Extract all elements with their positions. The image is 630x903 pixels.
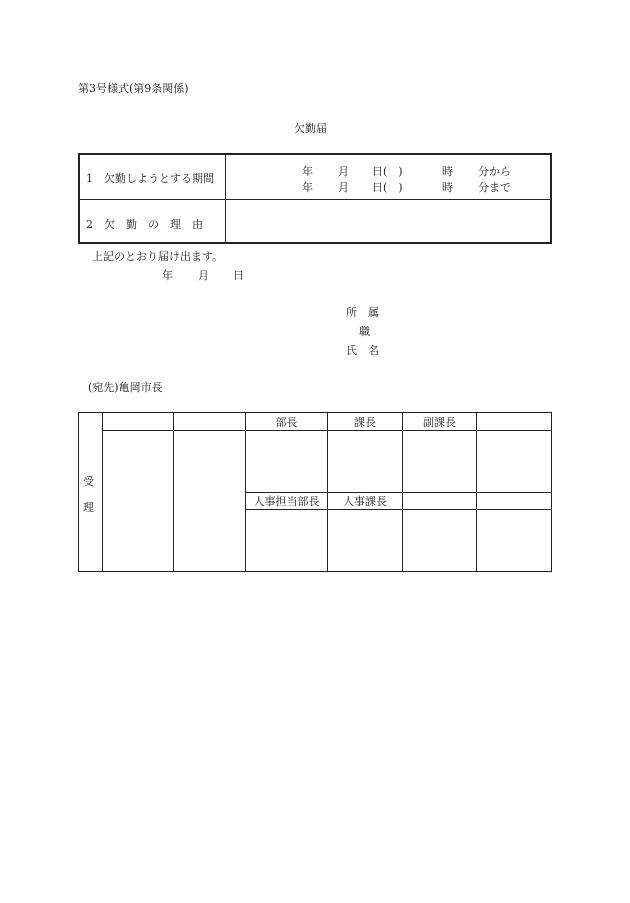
date-month[interactable]: 月 — [198, 269, 209, 282]
from-year[interactable]: 年 — [302, 165, 313, 178]
table-divider — [80, 199, 550, 200]
stamp-area-director[interactable] — [246, 431, 327, 492]
from-hour[interactable]: 時 — [442, 165, 453, 178]
approval-header — [477, 413, 551, 430]
stamp-area[interactable] — [477, 510, 551, 571]
leave-request-table — [78, 153, 552, 244]
stamp-area[interactable] — [103, 431, 173, 571]
to-minute[interactable]: 分まで — [478, 181, 511, 194]
position-label: 職 — [359, 325, 370, 338]
from-day[interactable]: 日( ) — [372, 165, 403, 178]
to-year[interactable]: 年 — [302, 181, 313, 194]
stamp-area-deputy-chief[interactable] — [403, 431, 476, 492]
stamp-area[interactable] — [403, 510, 476, 571]
stamp-area-hr-chief[interactable] — [328, 510, 402, 571]
table-divider — [225, 155, 226, 242]
receipt-label-1: 受 — [83, 475, 94, 488]
stamp-area-hr-director[interactable] — [246, 510, 327, 571]
approval-header — [174, 413, 245, 430]
date-day[interactable]: 日 — [233, 269, 244, 282]
approval-header-deputy-chief: 副課長 — [423, 415, 456, 429]
to-hour[interactable]: 時 — [442, 181, 453, 194]
approval-header-hr-director: 人事担当部長 — [253, 495, 320, 508]
to-month[interactable]: 月 — [338, 181, 349, 194]
from-month[interactable]: 月 — [338, 165, 349, 178]
approval-header-section-chief: 課長 — [354, 415, 376, 429]
affiliation-label: 所 属 — [346, 306, 379, 319]
approval-header — [103, 413, 173, 430]
date-year[interactable]: 年 — [162, 269, 173, 282]
form-title: 欠勤届 — [294, 122, 327, 135]
name-label: 氏 名 — [346, 344, 379, 357]
approval-table — [78, 412, 552, 572]
stamp-area[interactable] — [174, 431, 245, 571]
receipt-label-2: 理 — [83, 501, 94, 514]
stamp-area[interactable] — [477, 431, 551, 492]
from-minute[interactable]: 分から — [478, 165, 511, 178]
to-day[interactable]: 日( ) — [372, 181, 403, 194]
notice-text: 上記のとおり届け出ます。 — [92, 250, 224, 263]
approval-header — [403, 493, 476, 509]
stamp-area-section-chief[interactable] — [328, 431, 402, 492]
addressee: (宛先)亀岡市長 — [88, 381, 163, 394]
approval-header-hr-chief: 人事課長 — [343, 495, 387, 508]
reason-label: 2 欠 勤 の 理 由 — [86, 218, 203, 231]
period-label: 1 欠勤しようとする期間 — [86, 172, 214, 185]
form-number: 第3号様式(第9条関係) — [78, 82, 189, 95]
approval-header-director: 部長 — [275, 415, 298, 429]
approval-header — [477, 493, 551, 509]
